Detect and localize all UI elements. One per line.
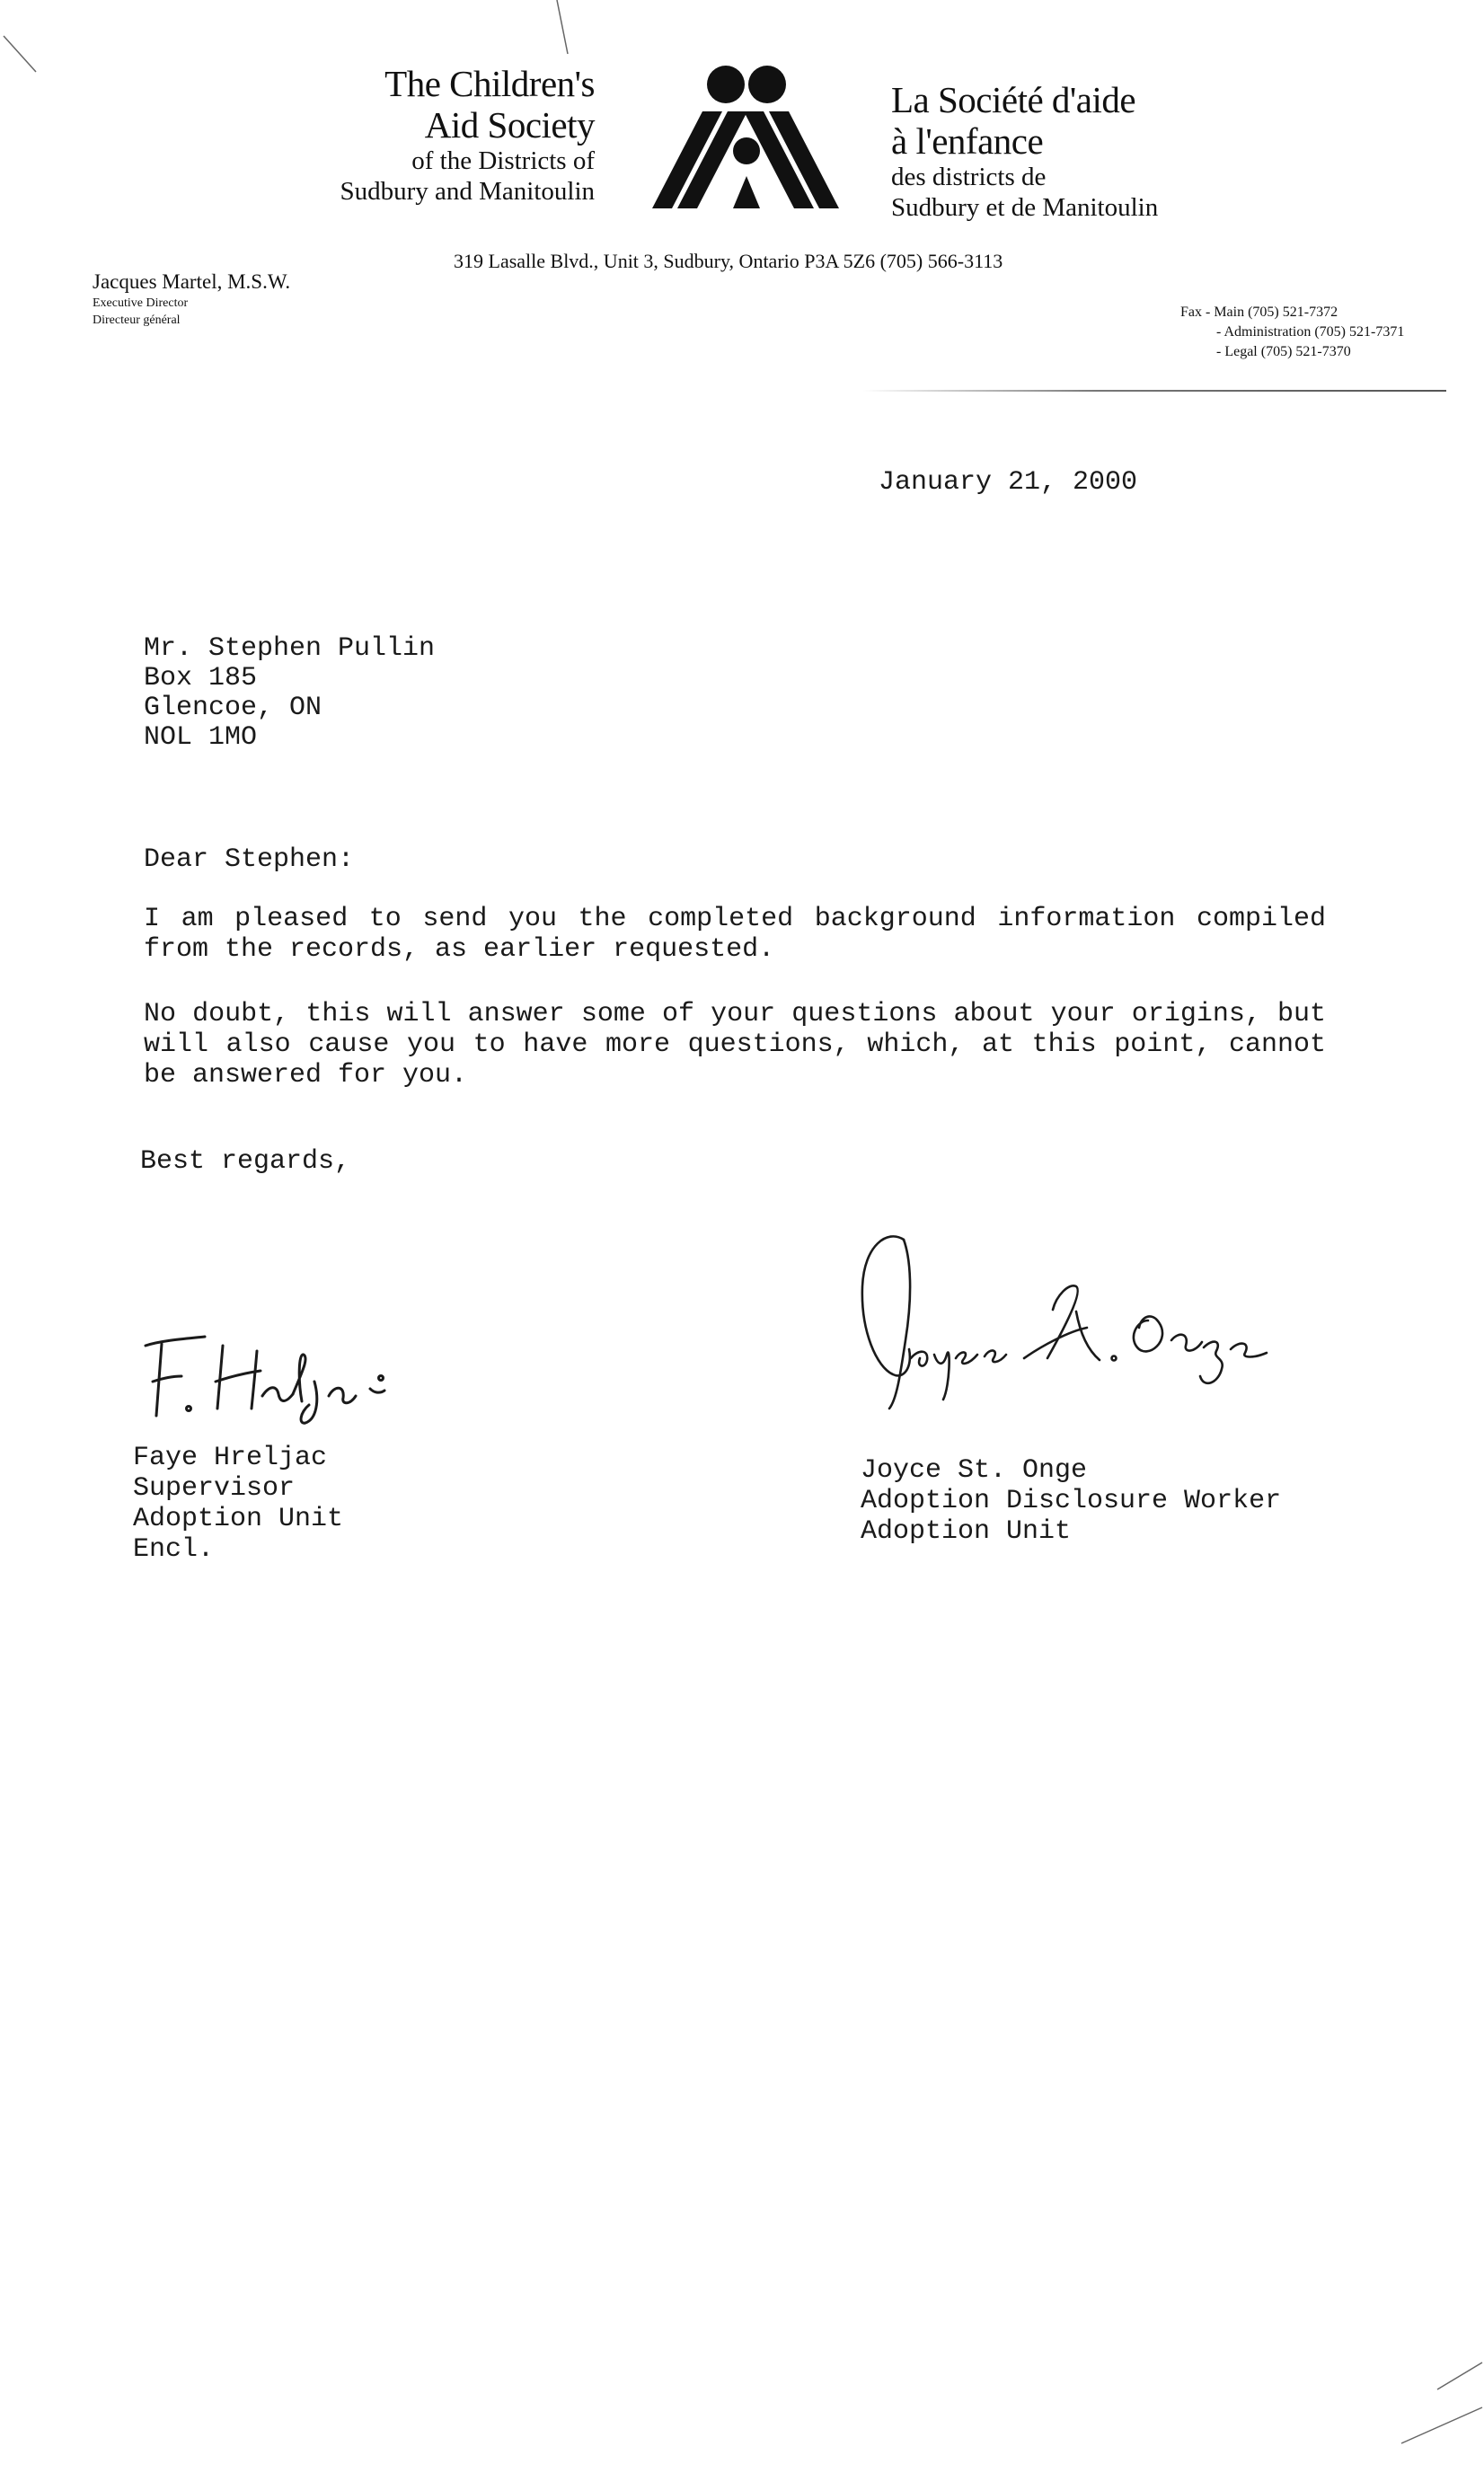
salutation: Dear Stephen: <box>144 844 355 875</box>
body-paragraph-1: I am pleased to send you the completed background information compiled from the records, as earlier requested. <box>144 904 1326 965</box>
signer-right-title: Adoption Disclosure Worker <box>861 1486 1282 1516</box>
org-en-line1: The Children's <box>384 63 595 104</box>
org-fr-line1: La Société d'aide <box>891 79 1136 120</box>
org-en-line4: Sudbury and Manitoulin <box>340 177 595 206</box>
recipient-address <box>144 634 435 753</box>
signer-left-name: Faye Hreljac <box>133 1443 328 1473</box>
director-title-en: Executive Director <box>93 296 189 310</box>
letter-date: January 21, 2000 <box>879 467 1138 498</box>
signer-right-name: Joyce St. Onge <box>861 1455 1088 1486</box>
signer-left-unit: Adoption Unit <box>133 1504 344 1534</box>
fax-main-row <box>1180 303 1404 322</box>
director-title-fr: Directeur général <box>93 314 181 327</box>
recipient-name: Mr. Stephen Pullin <box>144 633 436 664</box>
org-fr-line3: des districts de <box>891 163 1047 191</box>
signer-left-block <box>133 1443 343 1565</box>
signer-left-title: Supervisor <box>133 1473 296 1504</box>
fax-numbers <box>1180 303 1404 362</box>
fax-label: Fax <box>1180 305 1202 320</box>
fax-main: - Main (705) 521-7372 <box>1206 305 1338 320</box>
signature-joyce-st-onge <box>844 1223 1329 1430</box>
enclosure-note: Encl. <box>133 1534 215 1565</box>
cas-logo-icon <box>649 65 843 216</box>
org-fr-line4: Sudbury et de Manitoulin <box>891 193 1159 222</box>
closing: Best regards, <box>140 1146 351 1177</box>
org-name-french <box>891 79 1268 223</box>
signature-faye-hreljac <box>126 1319 431 1426</box>
executive-director <box>93 269 290 329</box>
org-en-line3: of the Districts of <box>411 146 595 175</box>
org-fr-line2: à l'enfance <box>891 120 1044 162</box>
signer-right-block <box>861 1455 1281 1547</box>
org-address: 319 Lasalle Blvd., Unit 3, Sudbury, Ontario P3A 5Z6 (705) 566-3113 <box>454 250 1003 272</box>
header-rule <box>862 390 1446 392</box>
body-paragraph-2: No doubt, this will answer some of your questions about your origins, but will also cause you to have more questions, which, at this point, cannot be answered for you. <box>144 999 1326 1091</box>
recipient-address-line1: Box 185 <box>144 663 258 693</box>
recipient-address-line2: Glencoe, ON <box>144 693 322 723</box>
org-name-english <box>269 63 595 207</box>
signer-right-unit: Adoption Unit <box>861 1516 1072 1547</box>
fax-administration: - Administration (705) 521-7371 <box>1216 324 1405 340</box>
org-en-line2: Aid Society <box>424 104 595 146</box>
recipient-postal-code: NOL 1MO <box>144 722 258 753</box>
director-name: Jacques Martel, M.S.W. <box>93 270 291 293</box>
fax-legal: - Legal (705) 521-7370 <box>1216 344 1351 359</box>
